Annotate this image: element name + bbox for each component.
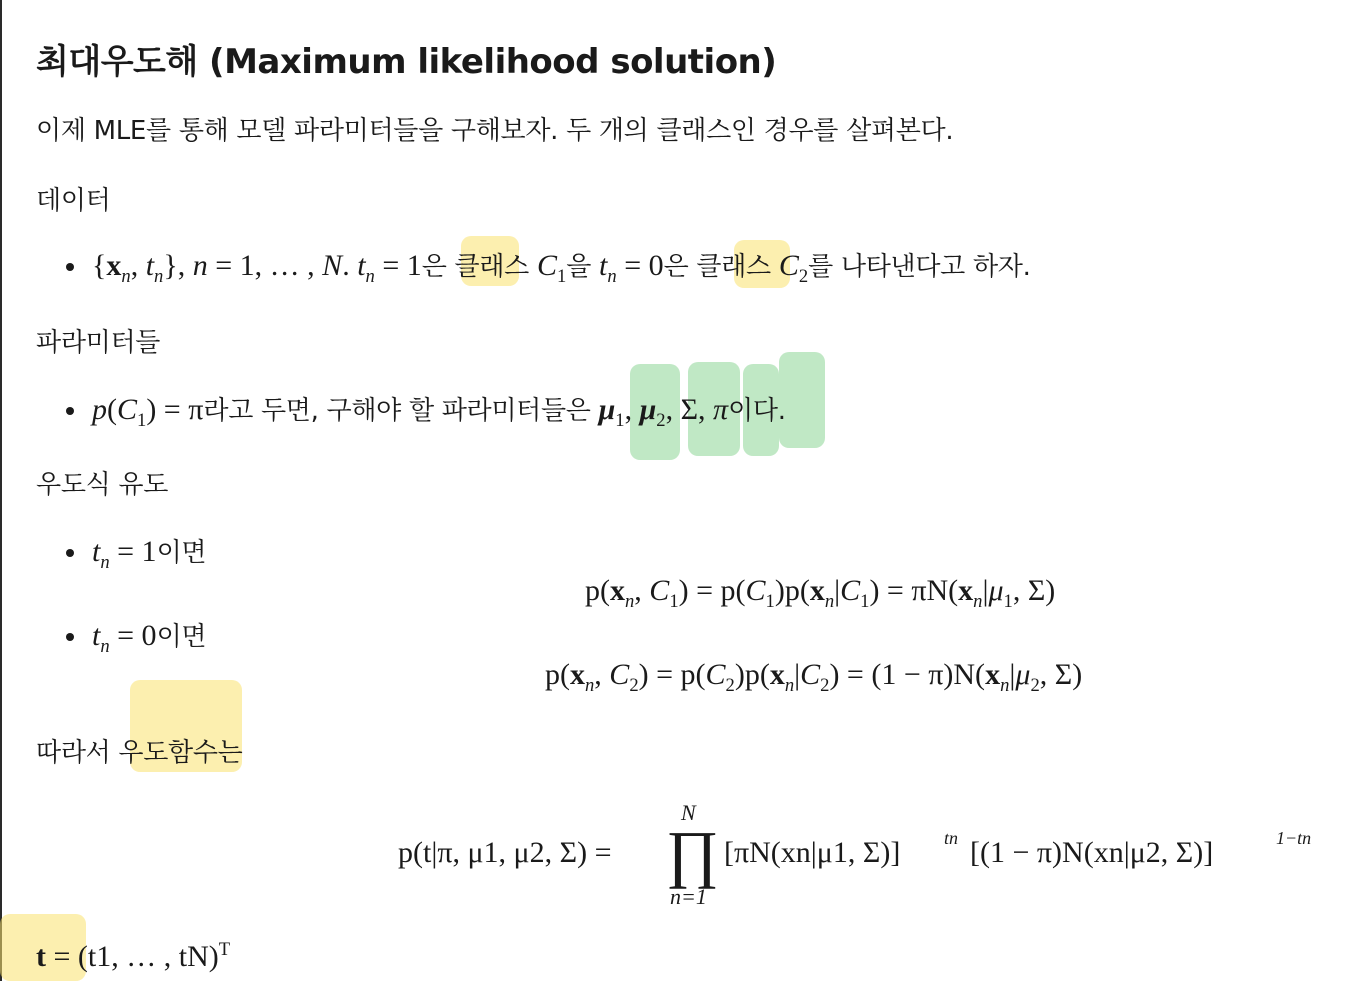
case-bullet-2: $t_n = 0$이면 [66,616,206,653]
likelihood-lhs: p(t|π, μ1, μ2, Σ) = [398,836,612,869]
equation-class2: $p(x_n$, $C_2) = p(C_2)p(x_n|C_2) = (1 - \pi)N(x_n|\mu_2$, Σ) [545,658,1083,696]
bullet-dot [66,633,74,641]
intro-paragraph: 이제 MLE를 통해 모델 파라미터들을 구해보자. 두 개의 클래스인 경우를 살펴본다. [36,116,954,146]
left-border [0,0,2,981]
bullet-dot [66,549,74,557]
product-lower-limit: n=1 [670,884,707,909]
section-heading-likelihood: 우도식 유도 [36,470,169,500]
bullet-dot [66,407,74,415]
section-heading-data: 데이터 [36,186,111,216]
highlight-pi [779,352,825,448]
t-vector-definition: t = (t1, … , tN)$^T$ [36,939,231,973]
likelihood-exp2: 1−tn [1276,828,1312,848]
bullet-dot [66,263,74,271]
likelihood-term1: [πN(xn|μ1, Σ)] [724,836,901,869]
likelihood-term2: [(1 − π)N(xn|μ2, Σ)] [970,836,1214,869]
section-heading-params: 파라미터들 [36,328,161,358]
likelihood-exp1: tn [944,828,959,848]
product-upper-limit: N [681,800,696,825]
product-symbol: ∏ [666,818,719,889]
therefore-text: 따라서 우도함수는 [36,738,243,768]
equation-class1: $p(x_n$, $C_1) = p(C_1)p(x_n|C_1) = \pi N(x_n|\mu_1$, Σ) [585,574,1056,612]
page-title: 최대우도해 (Maximum likelihood solution) [36,42,777,82]
data-bullet: {$x_n$, $t_n$}, n = 1, … , N. $t_n = 1$은 클래스 $C_1$을 $t_n = 0$은 클래스 $C_2$를 나타낸다고 하자. [66,246,1031,283]
params-bullet: $p(C_1) = \pi$라고 두면, 구해야 할 파라미터들은 $\mu_1$, $\mu_2$, Σ, π이다. [66,390,786,427]
case-bullet-1: $t_n = 1$이면 [66,532,206,569]
